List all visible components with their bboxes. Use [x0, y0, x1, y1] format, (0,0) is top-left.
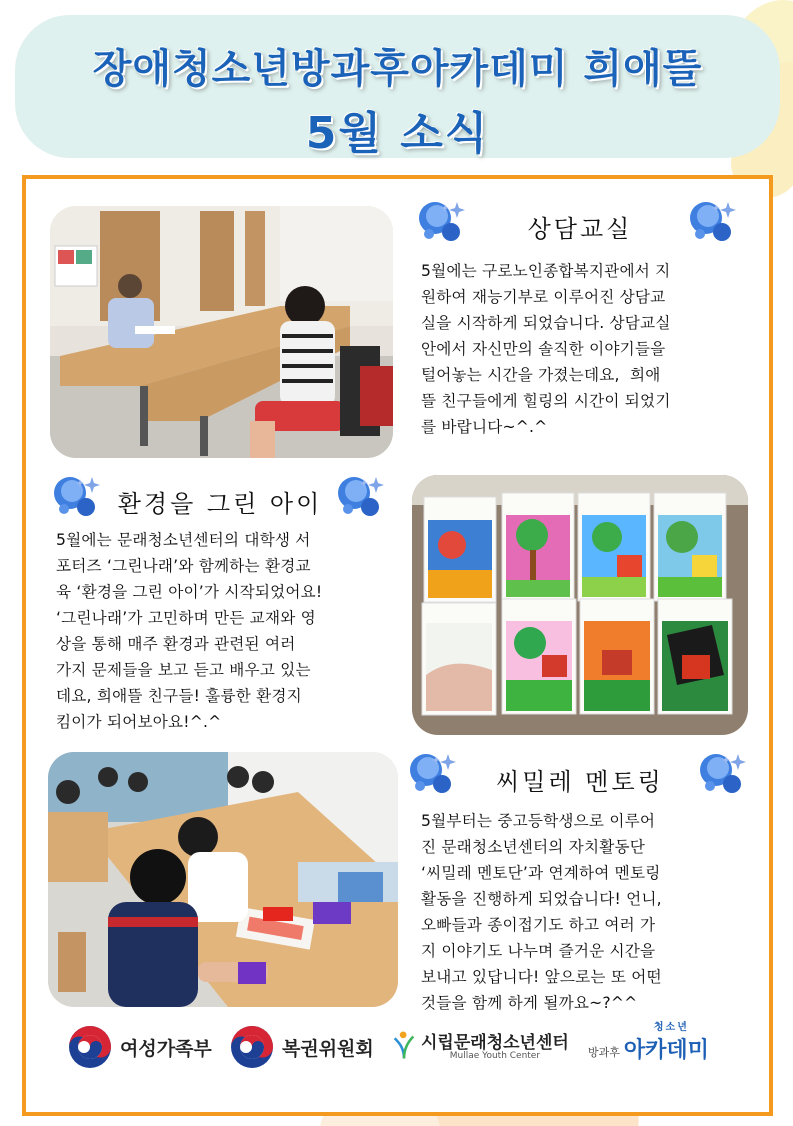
youth-center-leaf-icon — [393, 1029, 415, 1061]
page-subtitle: 5월 소식 — [305, 108, 490, 159]
section-body-counseling: 5월에는 구로노인종합복지관에서 지 원하여 재능기부로 이루어진 상담교 실을 시작하게 되었습니다. 상담교실 안에서 자신만의 솔직한 이야기들을 털어놓는 시간을 가졌는데요, 희애 뜰 친구들에게 힐링의 시간이 되었기 를 바랍니다~^.^ — [421, 262, 671, 436]
logo-ministry — [68, 1025, 212, 1069]
counseling-photo — [50, 206, 393, 458]
logo-veterans — [230, 1025, 374, 1069]
taegeuk-icon — [230, 1025, 274, 1069]
page-title: 장애청소년방과후아카데미 희애뜰 — [92, 46, 703, 92]
logo-center-english: Mullae Youth Center — [449, 1051, 541, 1061]
logo-center-text: 시립문래청소년센터 — [421, 1033, 569, 1053]
blue-bubbles-sparkle-icon — [334, 473, 386, 519]
logo-veterans-text: 복권위원회 — [282, 1037, 374, 1060]
taegeuk-icon — [68, 1025, 112, 1069]
blue-bubbles-sparkle-icon — [406, 750, 458, 796]
section-title-counseling: 상담교실 — [527, 215, 633, 243]
logo-academy-top: 청소년 — [653, 1022, 689, 1033]
blue-bubbles-sparkle-icon — [50, 473, 102, 519]
section-title-mentoring: 씨밀레 멘토링 — [496, 768, 664, 796]
blue-bubbles-sparkle-icon — [696, 750, 748, 796]
logo-academy-main: 아카데미 — [623, 1038, 709, 1063]
blue-bubbles-sparkle-icon — [415, 198, 467, 244]
drawings-photo — [412, 475, 748, 735]
logo-academy-small: 방과후 — [588, 1046, 620, 1059]
section-title-environment: 환경을 그린 아이 — [117, 490, 323, 518]
logo-center — [393, 1028, 569, 1061]
section-body-mentoring: 5월부터는 중고등학생으로 이루어 진 문래청소년센터의 자치활동단 ‘씨밀레 멘토단’과 연계하여 멘토링 활동을 진행하게 되었습니다! 언니, 오빠들과 종이접기도 하고 여러 가 지 이야기도 나누며 즐거운 시간을 보내고 있답니다! 앞으로는 또 어떤 것들을 함께 하게 될까요~?^^ — [421, 812, 662, 1012]
logo-academy — [588, 1018, 734, 1066]
mentoring-photo — [48, 752, 398, 1007]
section-body-environment: 5월에는 문래청소년센터의 대학생 서 포터즈 ‘그린나래’와 함께하는 환경교 육 ‘환경을 그린 아이’가 시작되었어요! ‘그린나래’가 고민하며 만든 교재와 영 상을 통해 매주 환경과 관련된 여러 가지 문제들을 보고 듣고 배우고 있는 데요, 희애뜰 친구들! 훌륭한 환경지 킴이가 되어보아요!^.^ — [56, 531, 323, 731]
blue-bubbles-sparkle-icon — [686, 198, 738, 244]
header-banner — [15, 15, 780, 158]
logo-ministry-text: 여성가족부 — [120, 1037, 212, 1060]
